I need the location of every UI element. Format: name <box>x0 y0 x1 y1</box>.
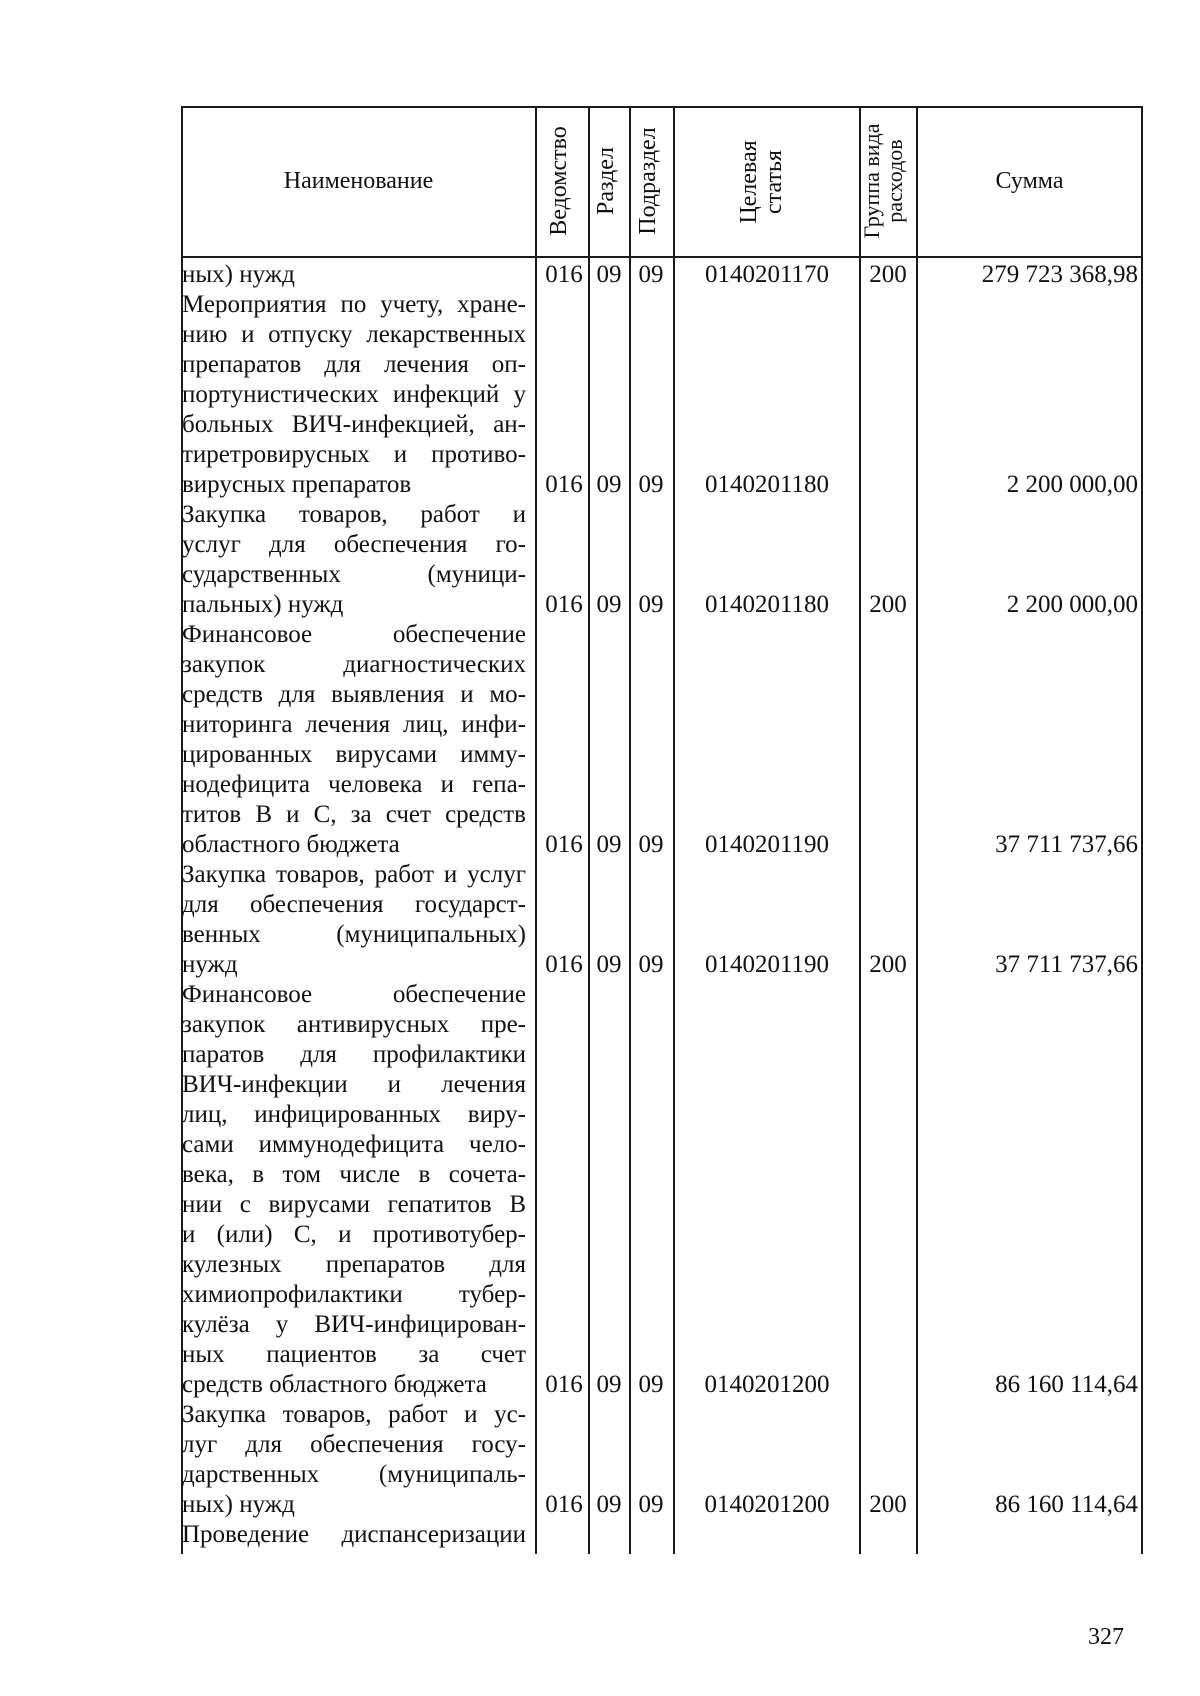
row-5-razdel: 09 <box>596 1371 622 1398</box>
row-6-summa: 86 160 114,64 <box>995 1491 1138 1518</box>
row-5-line-12: ных пациентов за счет <box>182 1341 526 1368</box>
row-2-line-2: сударственных (муници- <box>182 561 526 588</box>
row-3-line-3: ниторинга лечения лиц, инфи- <box>182 711 526 738</box>
header-podrazdel: Подраздел <box>635 127 661 235</box>
col-line-pod <box>629 106 631 1554</box>
row-0-line-0: ных) нужд <box>182 261 295 288</box>
header-gruppa <box>860 107 916 255</box>
row-6-name <box>182 1400 526 1520</box>
header-gruppa-text: Группа вида расходов <box>859 123 908 239</box>
row-1-line-3: портунистических инфекций у <box>182 381 526 408</box>
row-4-podrazdel: 09 <box>638 951 664 978</box>
row-4-gruppa: 200 <box>869 951 907 978</box>
row-1-line-4: больных ВИЧ-инфекцией, ан- <box>182 411 526 438</box>
row-3-summa: 37 711 737,66 <box>995 831 1138 858</box>
row-5-vedomstvo: 016 <box>545 1371 583 1398</box>
row-4-line-3: нужд <box>182 951 238 978</box>
row-5-line-13: средств областного бюджета <box>182 1371 487 1398</box>
row-0-summa: 279 723 368,98 <box>981 261 1138 288</box>
row-1-line-0: Мероприятия по учету, хране- <box>182 291 526 318</box>
header-razdel: Раздел <box>593 147 619 215</box>
row-6-razdel: 09 <box>596 1491 622 1518</box>
row-5-line-9: кулезных препаратов для <box>182 1251 526 1278</box>
row-6-line-3: ных) нужд <box>182 1491 295 1518</box>
row-6-line-0: Закупка товаров, работ и ус- <box>182 1401 526 1428</box>
col-line-grp <box>859 106 861 1554</box>
row-0-gruppa: 200 <box>869 261 907 288</box>
header-bottom-border <box>182 256 1142 258</box>
row-5-line-2: паратов для профилактики <box>182 1041 526 1068</box>
col-line-cel <box>673 106 675 1554</box>
row-0-name <box>182 260 526 290</box>
row-5-line-5: сами иммунодефицита чело- <box>182 1131 526 1158</box>
row-1-vedomstvo: 016 <box>545 471 583 498</box>
row-0-celevaya: 0140201170 <box>704 261 830 288</box>
row-5-line-6: века, в том числе в сочета- <box>182 1161 526 1188</box>
row-2-line-0: Закупка товаров, работ и <box>182 501 526 528</box>
row-3-name <box>182 620 526 860</box>
row-6-vedomstvo: 016 <box>545 1491 583 1518</box>
col-line-ved <box>535 106 537 1554</box>
col-line-right <box>1141 106 1143 1554</box>
row-5-name <box>182 980 526 1400</box>
row-4-name <box>182 860 526 980</box>
row-3-razdel: 09 <box>596 831 622 858</box>
row-1-podrazdel: 09 <box>638 471 664 498</box>
header-name: Наименование <box>283 168 434 195</box>
row-5-line-0: Финансовое обеспечение <box>182 981 526 1008</box>
row-3-line-1: закупок диагностических <box>182 651 526 678</box>
header-celevaya-text: Целевая статья <box>736 140 788 224</box>
header-vedomstvo: Ведомство <box>546 126 572 236</box>
row-2-name <box>182 500 526 620</box>
row-1-summa: 2 200 000,00 <box>1006 471 1138 498</box>
row-3-line-4: цированных вирусами имму- <box>182 741 526 768</box>
page-number: 327 <box>1088 1624 1124 1650</box>
row-4-line-2: венных (муниципальных) <box>182 921 526 948</box>
row-3-podrazdel: 09 <box>638 831 664 858</box>
row-5-summa: 86 160 114,64 <box>995 1371 1138 1398</box>
row-2-line-1: услуг для обеспечения го- <box>182 531 526 558</box>
row-5-celevaya: 0140201200 <box>704 1371 830 1398</box>
row-4-line-0: Закупка товаров, работ и услуг <box>182 861 526 888</box>
row-1-name <box>182 290 526 500</box>
row-6-gruppa: 200 <box>869 1491 907 1518</box>
row-5-line-7: нии с вирусами гепатитов В <box>182 1191 526 1218</box>
row-5-podrazdel: 09 <box>638 1371 664 1398</box>
row-2-podrazdel: 09 <box>638 591 664 618</box>
row-5-line-10: химиопрофилактики тубер- <box>182 1281 526 1308</box>
row-2-vedomstvo: 016 <box>545 591 583 618</box>
header-celevaya <box>737 108 795 256</box>
header-summa: Сумма <box>995 168 1064 195</box>
row-5-line-4: лиц, инфицированных виру- <box>182 1101 526 1128</box>
row-1-celevaya: 0140201180 <box>704 471 830 498</box>
row-3-line-7: областного бюджета <box>182 831 400 858</box>
row-2-summa: 2 200 000,00 <box>1006 591 1138 618</box>
row-3-line-2: средств для выявления и мо- <box>182 681 526 708</box>
row-2-celevaya: 0140201180 <box>704 591 830 618</box>
row-0-vedomstvo: 016 <box>545 261 583 288</box>
row-1-razdel: 09 <box>596 471 622 498</box>
row-2-line-3: пальных) нужд <box>182 591 344 618</box>
row-0-podrazdel: 09 <box>638 261 664 288</box>
row-1-line-1: нию и отпуску лекарственных <box>182 321 526 348</box>
row-3-line-5: нодефицита человека и гепа- <box>182 771 526 798</box>
row-7-name <box>182 1520 526 1550</box>
row-3-line-6: титов В и С, за счет средств <box>182 801 526 828</box>
row-4-line-1: для обеспечения государст- <box>182 891 526 918</box>
row-6-celevaya: 0140201200 <box>704 1491 830 1518</box>
row-4-celevaya: 0140201190 <box>704 951 830 978</box>
row-2-gruppa: 200 <box>869 591 907 618</box>
row-4-vedomstvo: 016 <box>545 951 583 978</box>
col-line-sum <box>916 106 918 1554</box>
row-2-razdel: 09 <box>596 591 622 618</box>
row-5-line-11: кулёза у ВИЧ-инфицирован- <box>182 1311 526 1338</box>
row-1-line-5: тиретровирусных и противо- <box>182 441 526 468</box>
row-4-razdel: 09 <box>596 951 622 978</box>
row-6-podrazdel: 09 <box>638 1491 664 1518</box>
row-1-line-6: вирусных препаратов <box>182 471 412 498</box>
row-7-line-0: Проведение диспансеризации <box>182 1521 526 1548</box>
row-6-line-2: дарственных (муниципаль- <box>182 1461 526 1488</box>
row-1-line-2: препаратов для лечения оп- <box>182 351 526 378</box>
row-6-line-1: луг для обеспечения госу- <box>182 1431 526 1458</box>
row-5-line-8: и (или) С, и противотубер- <box>182 1221 526 1248</box>
row-5-line-3: ВИЧ-инфекции и лечения <box>182 1071 526 1098</box>
row-3-line-0: Финансовое обеспечение <box>182 621 526 648</box>
row-3-vedomstvo: 016 <box>545 831 583 858</box>
row-5-line-1: закупок антивирусных пре- <box>182 1011 526 1038</box>
row-4-summa: 37 711 737,66 <box>995 951 1138 978</box>
row-3-celevaya: 0140201190 <box>704 831 830 858</box>
row-0-razdel: 09 <box>596 261 622 288</box>
